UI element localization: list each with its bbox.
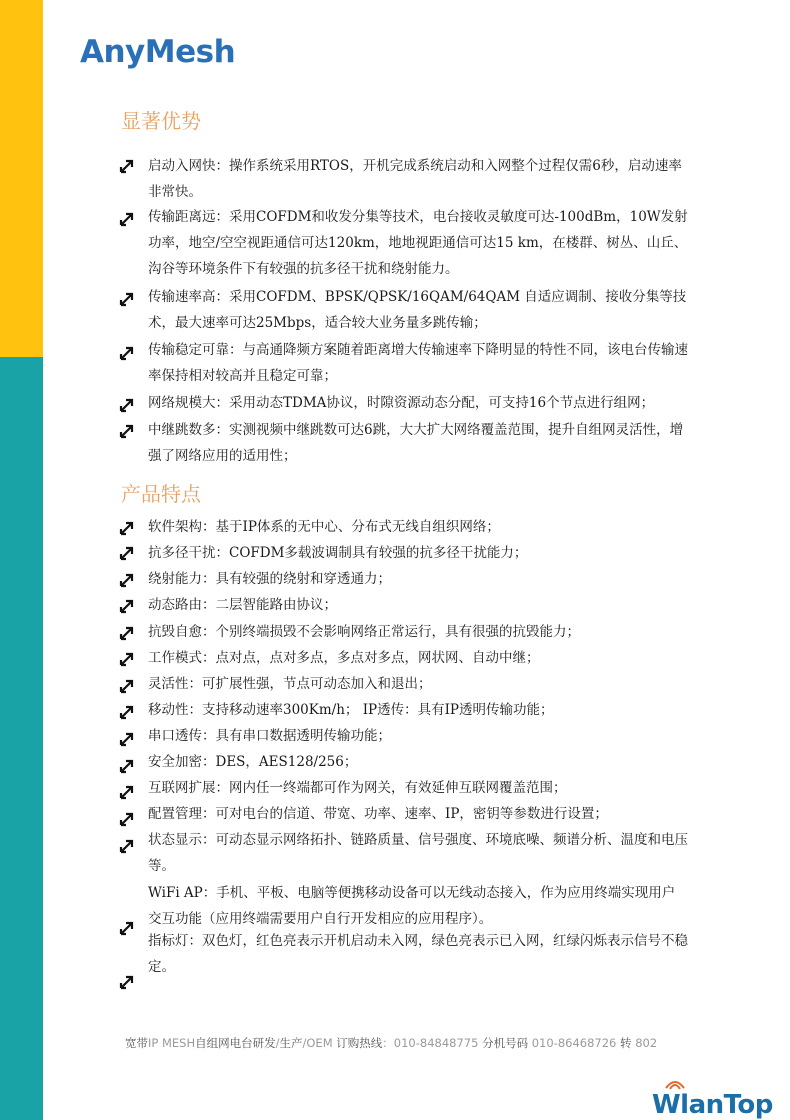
- arrow-icon: [119, 598, 135, 614]
- arrow-icon: [119, 625, 135, 641]
- wlantop-logo: WlanTop: [652, 1090, 773, 1120]
- list-item: 动态路由：二层智能路由协议；: [148, 597, 337, 613]
- section-title-features: 产品特点: [121, 482, 201, 506]
- footer-text: 分机号码: [482, 1036, 529, 1050]
- arrow-icon: [119, 291, 135, 307]
- arrow-icon: [119, 158, 135, 174]
- list-item: 灵活性：可扩展性强，节点可动态加入和退出；: [148, 676, 432, 692]
- list-item: 传输稳定可靠：与高通降频方案随着距离增大传输速率下降明显的特性不同，该电台传输速率保持相对较高并且稳定可靠；: [148, 342, 688, 384]
- arrow-icon: [119, 423, 135, 439]
- footer-text: 宽带: [125, 1036, 148, 1050]
- list-item: 状态显示：可动态显示网络拓扑、链路质量、信号强度、环境底噪、频谱分析、温度和电压等。: [148, 832, 688, 874]
- list-item: 配置管理：可对电台的信道、带宽、功率、速率、IP，密钥等参数进行设置；: [148, 806, 608, 822]
- footer-text: /: [275, 1036, 280, 1050]
- arrow-icon: [119, 651, 135, 667]
- list-item: 绕射能力：具有较强的绕射和穿透通力；: [148, 571, 391, 587]
- arrow-icon: [119, 758, 135, 774]
- arrow-icon: [119, 345, 135, 361]
- section-title-advantages: 显著优势: [121, 109, 201, 133]
- list-item: 抗多径干扰：COFDM多载波调制具有较强的抗多径干扰能力；: [148, 545, 528, 561]
- footer-text: 转: [620, 1036, 632, 1050]
- arrow-icon: [119, 731, 135, 747]
- list-item: 安全加密：DES，AES128/256；: [148, 754, 358, 770]
- side-bar-teal: [0, 357, 43, 1120]
- footer-text: 订购热线: [336, 1036, 383, 1050]
- arrow-icon: [119, 211, 135, 227]
- side-bar-yellow: [0, 0, 43, 357]
- footer-phone: ：010-84848775: [382, 1036, 479, 1050]
- arrow-icon: [119, 397, 135, 413]
- arrow-icon: [119, 784, 135, 800]
- footer-extension: 802: [635, 1036, 658, 1050]
- arrow-icon: [119, 920, 135, 936]
- list-item: 软件架构：基于IP体系的无中心、分布式无线自组织网络；: [148, 519, 500, 535]
- list-item: 传输距离远：采用COFDM和收发分集等技术，电台接收灵敏度可达-100dBm，10W发射功率，地空/空空视距通信可达120km，地地视距通信可达15 km，在楼群、树丛、山丘、沟谷等环境条件下有较强的抗多径干扰和绕射能力。: [148, 209, 688, 277]
- arrow-icon: [119, 974, 135, 990]
- list-item: 传输速率高：采用COFDM、BPSK/QPSK/16QAM/64QAM 自适应调制、接收分集等技术，最大速率可达25Mbps，适合较大业务量多跳传输；: [148, 289, 687, 331]
- footer-phone: 010-86468726: [531, 1036, 617, 1050]
- list-item: 工作模式：点对点，点对多点，多点对多点，网状网、自动中继；: [148, 650, 540, 666]
- footer-contact: [125, 1035, 657, 1051]
- list-item: 指标灯：双色灯，红色亮表示开机启动未入网，绿色亮表示已入网，红绿闪烁表示信号不稳定。: [148, 933, 688, 975]
- footer-text: 生产: [279, 1036, 303, 1050]
- list-item: WiFi AP：手机、平板、电脑等便携移动设备可以无线动态接入，作为应用终端实现用户交互功能（应用终端需要用户自行开发相应的应用程序）。: [148, 885, 676, 927]
- footer-text: 自组网电台研发: [195, 1036, 276, 1050]
- list-item: 串口透传：具有串口数据透明传输功能；: [148, 728, 391, 744]
- list-item: 启动入网快：操作系统采用RTOS，开机完成系统启动和入网整个过程仅需6秒，启动速率非常快。: [148, 158, 682, 200]
- list-item: 抗毁自愈：个别终端损毁不会影响网络正常运行，具有很强的抗毁能力；: [148, 624, 580, 640]
- arrow-icon: [119, 678, 135, 694]
- wifi-icon: [662, 1076, 688, 1090]
- anymesh-logo: AnyMesh: [80, 34, 236, 70]
- arrow-icon: [119, 838, 135, 854]
- arrow-icon: [119, 545, 135, 561]
- arrow-icon: [119, 811, 135, 827]
- footer-text: /OEM: [302, 1036, 333, 1050]
- arrow-icon: [119, 520, 135, 536]
- list-item: 互联网扩展：网内任一终端都可作为网关，有效延伸互联网覆盖范围；: [148, 780, 567, 796]
- arrow-icon: [119, 572, 135, 588]
- list-item: 移动性：支持移动速率300Km/h； IP透传：具有IP透明传输功能；: [148, 702, 554, 718]
- footer-text: IP MESH: [148, 1036, 196, 1050]
- list-item: 网络规模大：采用动态TDMA协议，时隙资源动态分配，可支持16个节点进行组网；: [148, 395, 655, 411]
- arrow-icon: [119, 704, 135, 720]
- list-item: 中继跳数多：实测视频中继跳数可达6跳，大大扩大网络覆盖范围，提升自组网灵活性，增强了网络应用的适用性；: [148, 422, 684, 464]
